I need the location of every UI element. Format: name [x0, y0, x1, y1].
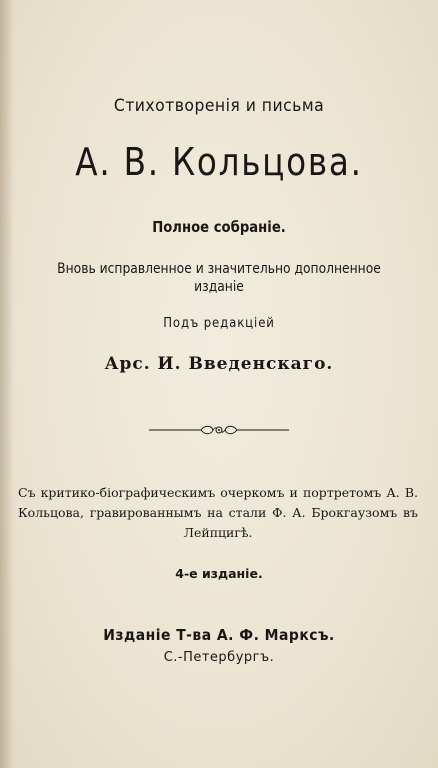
edition-description-line-1: Вновь исправленное и значительно дополненное [57, 261, 381, 277]
city: С.-Петербургъ. [163, 650, 275, 665]
editor-label: Подъ редакціей [163, 316, 275, 331]
author-name: А. В. Кольцова. [75, 140, 363, 184]
ornament-icon [149, 422, 289, 438]
subtitle: Полное собраніе. [152, 218, 286, 236]
publisher: Изданіе Т-ва А. Ф. Марксъ. [103, 626, 335, 644]
edition-description-line-2: изданіе [194, 279, 244, 295]
edition-description [26, 260, 411, 296]
editor-name: Арс. И. Введенскаго. [104, 354, 334, 374]
edition-number: 4-е изданіе. [175, 566, 263, 581]
biographical-note: Съ критико-біографическимъ очеркомъ и портретомъ А. В. Кольцова, гравированнымъ на стали Ф. А. Брокгаузомъ въ Лейпцигѣ. [18, 485, 418, 540]
series-title: Стихотворенія и письма [113, 96, 325, 116]
